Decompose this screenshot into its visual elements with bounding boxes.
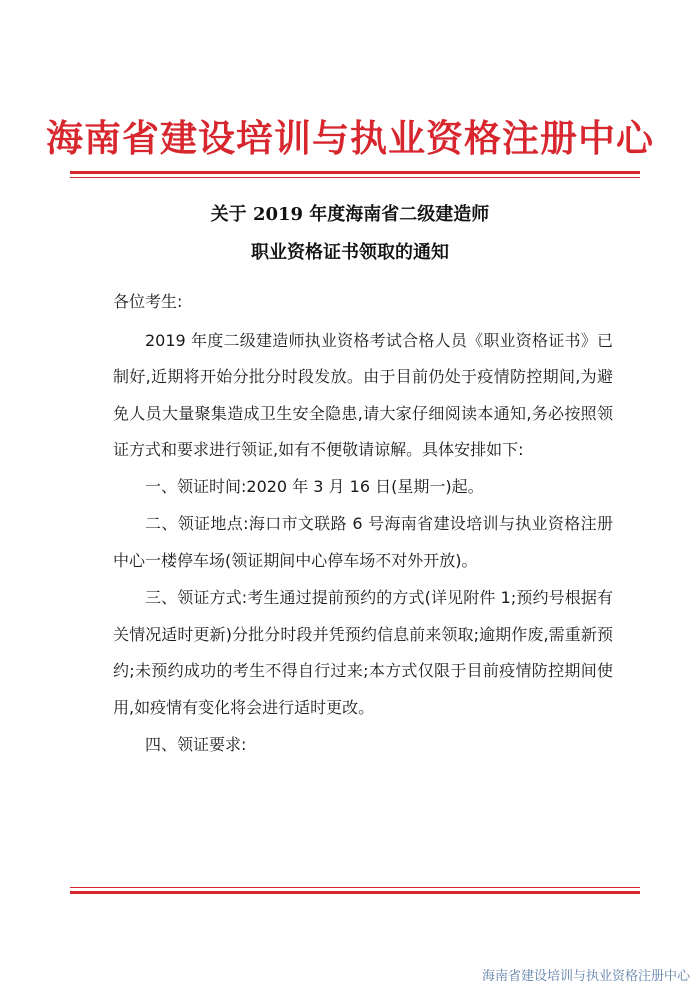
item-collection-time: 一、领证时间:2020 年 3 月 16 日(星期一)起。 <box>145 476 484 496</box>
item-collection-location: 二、领证地点:海口市文联路 6 号海南省建设培训与执业资格注册中心一楼停车场(领证期间中心停车场不对外开放)。 <box>113 514 613 570</box>
notice-title-line1: 关于 2019 年度海南省二级建造师 <box>210 204 490 225</box>
intro-paragraph: 2019 年度二级建造师执业资格考试合格人员《职业资格证书》已制好,近期将开始分批分时段发放。由于目前仍处于疫情防控期间,为避免人员大量聚集造成卫生安全隐患,请大家仔细阅读本通知,务必按照领证方式和要求进行领证,如有不便敬请谅解。具体安排如下: <box>113 330 613 459</box>
notice-title-line2: 职业资格证书领取的通知 <box>251 242 449 263</box>
notice-body <box>113 284 613 764</box>
letterhead-rule-thin <box>70 177 640 178</box>
watermark-text: 海南省建设培训与执业资格注册中心 <box>481 969 690 984</box>
letterhead-rule-thick <box>70 171 640 174</box>
footer-rule-thin <box>70 887 640 888</box>
item-collection-requirements: 四、领证要求: <box>145 735 247 754</box>
letterhead-organization-title: 海南省建设培训与执业资格注册中心 <box>46 116 654 160</box>
salutation: 各位考生: <box>113 292 183 311</box>
footer-rule-thick <box>70 891 640 894</box>
item-collection-method: 三、领证方式:考生通过提前预约的方式(详见附件 1;预约号根据有关情况适时更新)分批分时段并凭预约信息前来领取;逾期作废,需重新预约;未预约成功的考生不得自行过来;本方式仅限于目前疫情防控期间使用,如疫情有变化将会进行适时更改。 <box>113 588 613 717</box>
